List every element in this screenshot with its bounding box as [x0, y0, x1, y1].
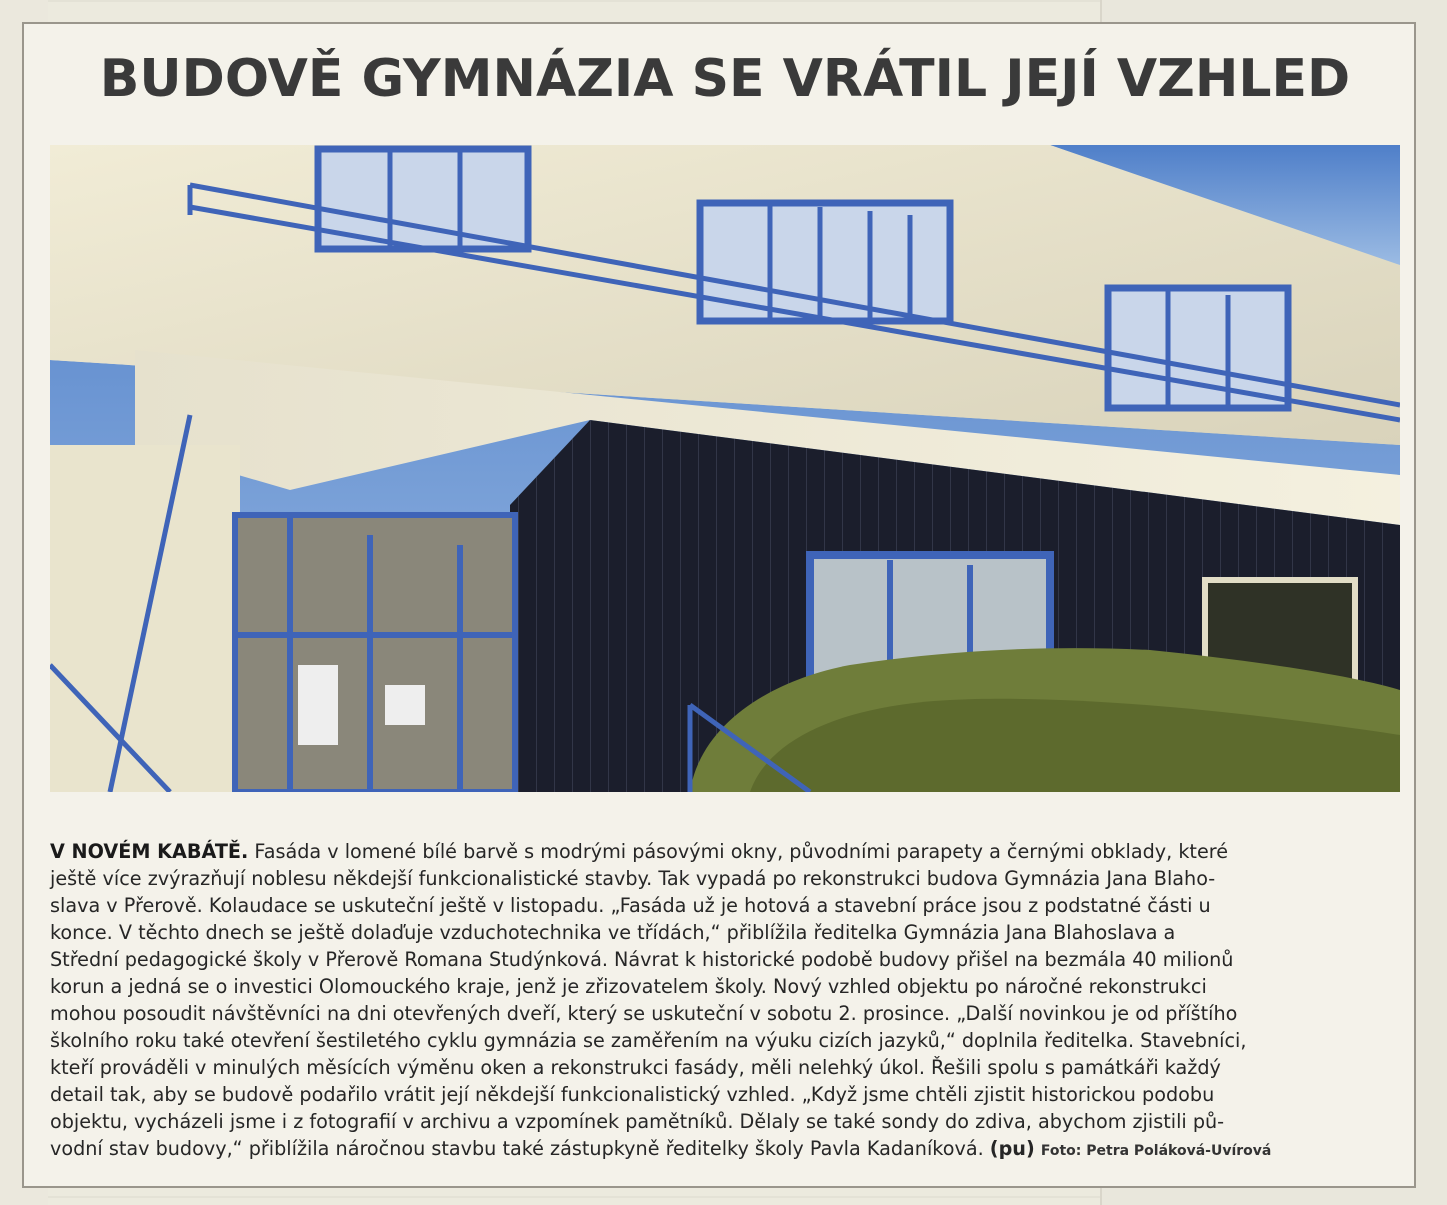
author-tag: (pu)	[989, 1137, 1035, 1160]
caption-lead: V NOVÉM KABÁTĚ.	[50, 840, 249, 863]
article-headline: BUDOVĚ GYMNÁZIA SE VRÁTIL JEJÍ VZHLED	[99, 49, 1351, 109]
caption-line: kteří prováděli v minulých měsících výměnu oken a rekonstrukci fasády, měli nelehký úkol. Řešili spolu s památkáři každý	[50, 1056, 1221, 1079]
caption-line: slava v Přerově. Kolaudace se uskuteční ještě v listopadu. „Fasáda už je hotová a stavební práce jsou z podstatné části u	[50, 894, 1211, 917]
photo-credit: Foto: Petra Poláková-Uvírová	[1040, 1143, 1272, 1159]
caption-line: školního roku také otevření šestiletého cyklu gymnázia se zaměřením na výuku cizích jazyků,“ doplnila ředitelka. Stavebníci,	[50, 1029, 1247, 1052]
caption-line: mohou posoudit návštěvníci na dni otevřených dveří, který se uskuteční v sobotu 2. prosince. „Další novinkou je od příštího	[50, 1002, 1238, 1025]
caption-line: V NOVÉM KABÁTĚ. Fasáda v lomené bílé barvě s modrými pásovými okny, původními parapety a černými obklady, které	[50, 840, 1229, 863]
caption-line: objektu, vycházeli jsme i z fotografií v archivu a vzpomínek pamětníků. Dělaly se také sondy do zdiva, abychom zjistili pů-	[50, 1110, 1225, 1133]
caption-line: konce. V těchto dnech se ještě dolaďuje vzduchotechnika ve třídách,“ přiblížila ředitelka Gymnázia Jana Blahoslava a	[50, 921, 1176, 944]
caption-line: Střední pedagogické školy v Přerově Romana Studýnková. Návrat k historické podobě budovy přišel na bezmála 40 milionů	[50, 948, 1234, 971]
caption-line: vodní stav budovy,“ přiblížila náročnou stavbu také zástupkyně ředitelky školy Pavla Kadaníková. (pu) Foto: Petra Poláková-Uvírová	[50, 1137, 1272, 1160]
caption-line: detail tak, aby se budově podařilo vrátit její někdejší funkcionalistický vzhled. „Když jsme chtěli zjistit historickou podobu	[50, 1083, 1215, 1106]
building-photo	[50, 145, 1400, 792]
entrance-doors	[235, 515, 515, 792]
photo-caption	[50, 838, 1400, 1165]
caption-line: ještě více zvýrazňují noblesu někdejší funkcionalistické stavby. Tak vypadá po rekonstrukci budova Gymnázia Jana Blaho-	[50, 867, 1216, 890]
caption-line: korun a jedná se o investici Olomouckého kraje, jenž je zřizovatelem školy. Nový vzhled objektu po náročné rekonstrukci	[50, 975, 1207, 998]
